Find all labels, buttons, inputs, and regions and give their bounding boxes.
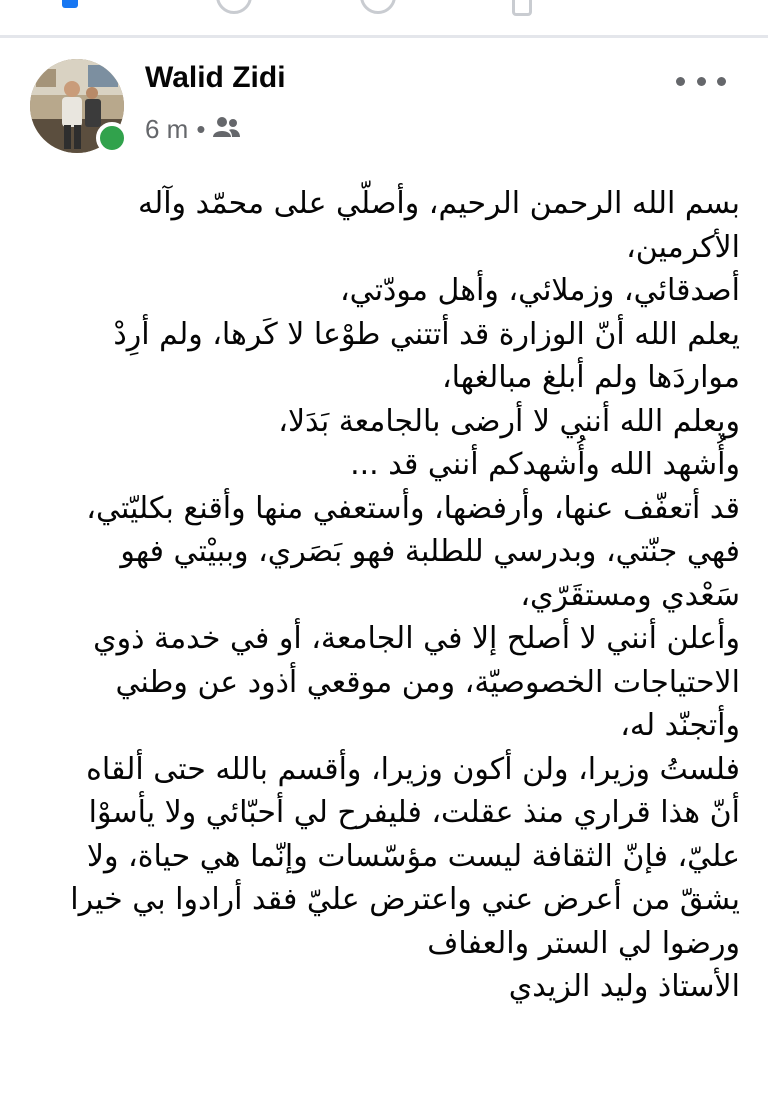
post-text-line: سَعْدي ومستقَرّي، (520, 577, 740, 613)
post-text-line: يعلم الله أنّ الوزارة قد أتتني طوْعا لا كَرها، ولم أرِدْ (113, 316, 740, 352)
post-text-line: وأُشهد الله وأُشهدكم أنني قد ... (350, 447, 740, 482)
post-text-line: يشقّ من أعرض عني واعترض عليّ فقد أرادوا بي خيرا (70, 882, 740, 917)
post-text-line: أصدقائي، وزملائي، وأهل مودّتي، (340, 273, 740, 308)
post-body (20, 182, 740, 1009)
post-text-line: الأستاذ وليد الزيدي (508, 969, 740, 1004)
post-header (0, 52, 768, 162)
watch-tab-icon[interactable] (216, 0, 252, 14)
header-divider (0, 35, 768, 38)
post-text-line: الاحتياجات الخصوصيّة، ومن موقعي أذود عن وطني (115, 664, 740, 700)
post-time[interactable]: 6 m (145, 113, 189, 144)
author-name[interactable]: Walid Zidi (145, 61, 286, 94)
post-text-line: أنّ هذا قراري منذ عقلت، فليفرح لي أحبّائي ولا يأسوْا (88, 795, 740, 830)
post-text-line: ورضوا لي الستر والعفاف (427, 925, 740, 961)
groups-tab-icon[interactable] (360, 0, 396, 14)
meta-separator: • (196, 113, 206, 144)
post-text-line: وأعلن أنني لا أصلح إلا في الجامعة، أو في خدمة ذوي (93, 621, 740, 656)
home-tab-icon[interactable] (62, 0, 78, 8)
post-text-line: ويعلم الله أنني لا أرضى بالجامعة بَدَلا، (278, 403, 740, 439)
post-meta (145, 112, 241, 146)
more-dot (697, 77, 706, 86)
more-options-icon[interactable] (676, 70, 726, 92)
online-status-indicator (96, 122, 128, 154)
post-text-line: بسم الله الرحمن الرحيم، وأصلّي على محمّد وآله (138, 186, 740, 221)
more-dot (717, 77, 726, 86)
friends-icon[interactable] (211, 115, 241, 146)
post-text-line: وأتجنّد له، (620, 708, 740, 743)
post-text-line: الأكرمين، (626, 229, 740, 265)
more-dot (676, 77, 685, 86)
post-text-line: فهي جنّتي، وبدرسي للطلبة فهو بَصَري، وببيْتي فهو (120, 534, 740, 569)
post-text-line: عليّ، فإنّ الثقافة ليست مؤسّسات وإنّما هي حياة، ولا (86, 838, 740, 874)
post-text-line: مواردَها ولم أبلغ مبالغها، (441, 360, 740, 395)
notifications-tab-icon[interactable] (512, 0, 532, 16)
post-text-line: فلستُ وزيرا، ولن أكون وزيرا، وأقسم بالله حتى ألقاه (86, 751, 740, 787)
top-tab-bar (0, 0, 768, 36)
post-text-line: قد أتعفّف عنها، وأرفضها، وأستعفي منها وأقنع بكليّتي، (86, 490, 740, 526)
